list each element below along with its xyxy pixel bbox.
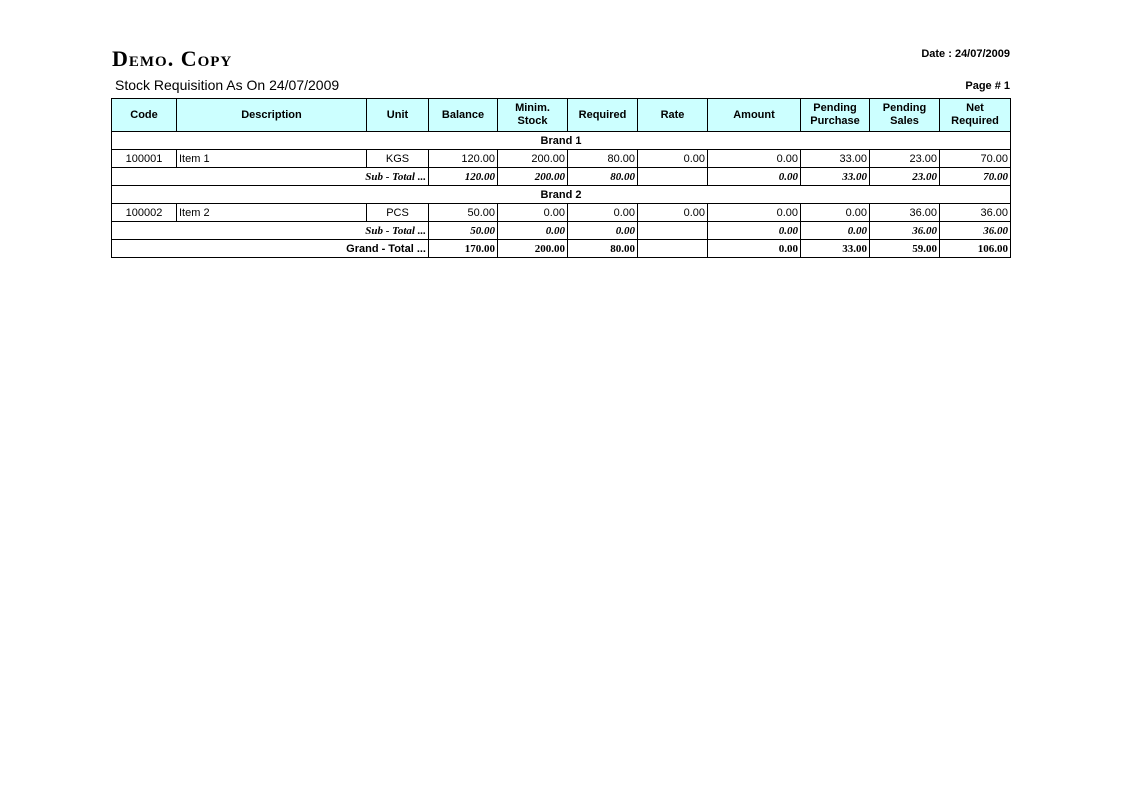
page-number: Page # 1 bbox=[965, 80, 1010, 92]
subtotal-net-required: 70.00 bbox=[940, 168, 1011, 186]
grand-total-rate bbox=[638, 240, 708, 258]
cell-unit: KGS bbox=[367, 150, 429, 168]
subtotal-balance: 120.00 bbox=[429, 168, 498, 186]
table-row bbox=[112, 150, 1011, 168]
cell-unit: PCS bbox=[367, 204, 429, 222]
cell-minim-stock: 200.00 bbox=[498, 150, 568, 168]
cell-pending-sales: 36.00 bbox=[870, 204, 940, 222]
grand-total-pending-purchase: 33.00 bbox=[801, 240, 870, 258]
group-name: Brand 1 bbox=[112, 132, 1011, 150]
table-header-row bbox=[112, 99, 1011, 132]
subtotal-label: Sub - Total ... bbox=[112, 168, 429, 186]
subtotal-rate bbox=[638, 168, 708, 186]
demo-copy-title: Demo. Copy bbox=[112, 46, 233, 71]
grand-total-minim-stock: 200.00 bbox=[498, 240, 568, 258]
subtotal-label: Sub - Total ... bbox=[112, 222, 429, 240]
subtotal-amount: 0.00 bbox=[708, 168, 801, 186]
cell-pending-sales: 23.00 bbox=[870, 150, 940, 168]
subtotal-minim-stock: 200.00 bbox=[498, 168, 568, 186]
col-header-description: Description bbox=[177, 99, 367, 132]
group-row bbox=[112, 132, 1011, 150]
cell-pending-purchase: 33.00 bbox=[801, 150, 870, 168]
col-header-pending-sales: Pending Sales bbox=[870, 99, 940, 132]
report-date: Date : 24/07/2009 bbox=[921, 48, 1010, 60]
stock-requisition-table bbox=[111, 98, 1011, 258]
cell-amount: 0.00 bbox=[708, 204, 801, 222]
cell-amount: 0.00 bbox=[708, 150, 801, 168]
grand-total-required: 80.00 bbox=[568, 240, 638, 258]
cell-description: Item 2 bbox=[177, 204, 367, 222]
grand-total-label: Grand - Total ... bbox=[112, 240, 429, 258]
grand-total-row bbox=[112, 240, 1011, 258]
grand-total-balance: 170.00 bbox=[429, 240, 498, 258]
cell-required: 80.00 bbox=[568, 150, 638, 168]
cell-pending-purchase: 0.00 bbox=[801, 204, 870, 222]
report-title: Stock Requisition As On 24/07/2009 bbox=[115, 77, 340, 93]
subtotal-minim-stock: 0.00 bbox=[498, 222, 568, 240]
subtotal-required: 80.00 bbox=[568, 168, 638, 186]
cell-balance: 120.00 bbox=[429, 150, 498, 168]
group-row bbox=[112, 186, 1011, 204]
subtotal-balance: 50.00 bbox=[429, 222, 498, 240]
cell-net-required: 70.00 bbox=[940, 150, 1011, 168]
cell-description: Item 1 bbox=[177, 150, 367, 168]
cell-code: 100002 bbox=[112, 204, 177, 222]
col-header-minim-stock: Minim. Stock bbox=[498, 99, 568, 132]
col-header-net-required: Net Required bbox=[940, 99, 1011, 132]
cell-code: 100001 bbox=[112, 150, 177, 168]
cell-required: 0.00 bbox=[568, 204, 638, 222]
grand-total-amount: 0.00 bbox=[708, 240, 801, 258]
col-header-balance: Balance bbox=[429, 99, 498, 132]
subtotal-pending-purchase: 0.00 bbox=[801, 222, 870, 240]
subtotal-row bbox=[112, 222, 1011, 240]
grand-total-net-required: 106.00 bbox=[940, 240, 1011, 258]
subtotal-pending-sales: 36.00 bbox=[870, 222, 940, 240]
col-header-required: Required bbox=[568, 99, 638, 132]
col-header-code: Code bbox=[112, 99, 177, 132]
subtotal-net-required: 36.00 bbox=[940, 222, 1011, 240]
col-header-pending-purchase: Pending Purchase bbox=[801, 99, 870, 132]
col-header-amount: Amount bbox=[708, 99, 801, 132]
cell-minim-stock: 0.00 bbox=[498, 204, 568, 222]
grand-total-pending-sales: 59.00 bbox=[870, 240, 940, 258]
subtotal-rate bbox=[638, 222, 708, 240]
subtotal-row bbox=[112, 168, 1011, 186]
subtotal-amount: 0.00 bbox=[708, 222, 801, 240]
subtotal-required: 0.00 bbox=[568, 222, 638, 240]
table-row bbox=[112, 204, 1011, 222]
cell-rate: 0.00 bbox=[638, 204, 708, 222]
cell-rate: 0.00 bbox=[638, 150, 708, 168]
subtotal-pending-purchase: 33.00 bbox=[801, 168, 870, 186]
col-header-rate: Rate bbox=[638, 99, 708, 132]
cell-balance: 50.00 bbox=[429, 204, 498, 222]
cell-net-required: 36.00 bbox=[940, 204, 1011, 222]
group-name: Brand 2 bbox=[112, 186, 1011, 204]
subtotal-pending-sales: 23.00 bbox=[870, 168, 940, 186]
col-header-unit: Unit bbox=[367, 99, 429, 132]
